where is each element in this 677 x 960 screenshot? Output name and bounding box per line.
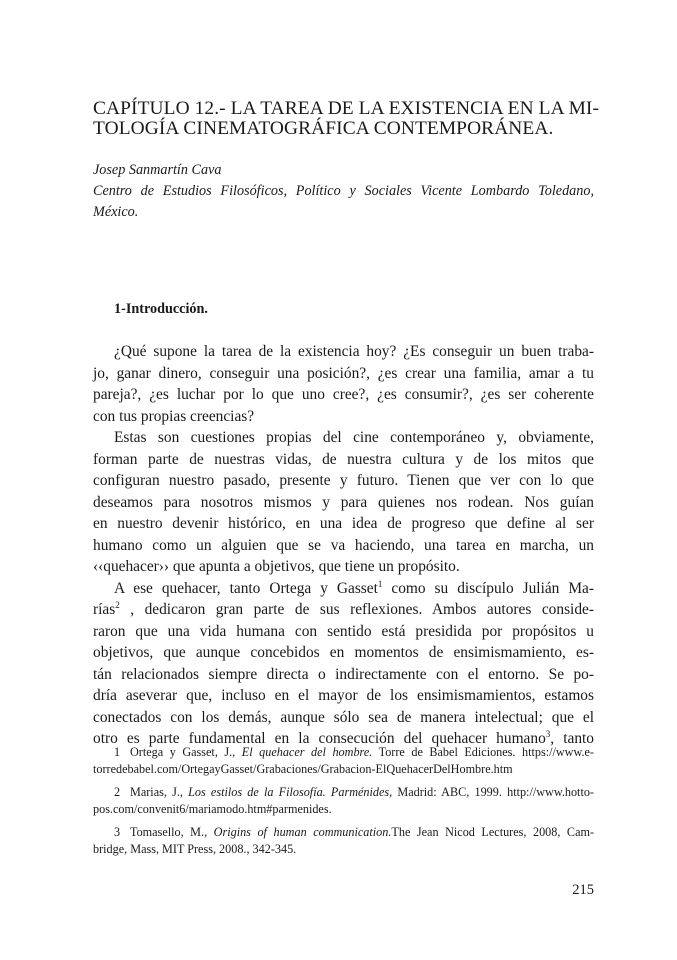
text-line: A ese quehacer, tanto Ortega y Gasset$^1$ como su discípulo Julián Ma- — [114, 578, 594, 597]
footnote-ref[interactable]: 1 — [377, 578, 383, 589]
footnote-number: 3 — [114, 825, 121, 839]
footnote-number: 2 — [114, 785, 121, 799]
chapter-title-line: TOLOGÍA CINEMATOGRÁFICA CONTEMPORÁNEA. — [93, 118, 554, 139]
footnote-ref[interactable]: 2 — [115, 599, 120, 610]
chapter-title-line: CAPÍTULO 12.- LA TAREA DE LA EXISTENCIA EN LA MI- — [93, 98, 600, 119]
text-line: humano como un alguien que se va haciendo, una tarea en marcha, un — [93, 536, 594, 554]
text-line: ¿Qué supone la tarea de la existencia hoy? ¿Es conseguir un buen traba- — [114, 343, 594, 360]
text-line: rías$^2$ , dedicaron gran parte de sus reflexiones. Ambos autores conside- — [93, 599, 594, 618]
text-line: conectados con los demás, aunque sólo sea de manera intelectual; que el — [93, 708, 594, 726]
footnote-number: 1 — [114, 745, 121, 759]
author-name: Josep Sanmartín Cava — [93, 162, 222, 178]
footnote — [93, 784, 594, 818]
text-line: en nuestro devenir histórico, en una idea de progreso que define al ser — [93, 515, 594, 532]
text-line: deseamos para nosotros mismos y para quienes nos rodean. Nos guían — [93, 493, 594, 511]
text-line: ‹‹quehacer›› que apunta a objetivos, que tiene un propósito. — [93, 558, 460, 575]
text-line: con tus propias creencias? — [93, 407, 255, 425]
text-line: jo, ganar dinero, conseguir una posición?, ¿es crear una familia, amar a tu — [93, 364, 594, 382]
footnote-line: bridge, Mass, MIT Press, 2008., 342-345. — [93, 842, 297, 856]
text-line: configuran nuestro pasado, presente y futuro. Tienen que ver con lo que — [93, 472, 594, 489]
author-affiliation-line: México. — [93, 204, 139, 220]
paragraph — [93, 341, 594, 427]
footnote-ref[interactable]: 3 — [545, 728, 551, 739]
footnote-line: 2 Marias, J., Los estilos de la Filosofía. Parménides, Madrid: ABC, 1999. http://www.hotto- — [114, 785, 594, 799]
footnote-link[interactable]: pos.com/convenit6/mariamodo.htm#parmenides. — [93, 802, 332, 816]
section-heading: 1-Introducción. — [114, 301, 208, 317]
footnote-line: 3 Tomasello, M., Origins of human communication.The Jean Nicod Lectures, 2008, Cam- — [114, 825, 595, 839]
footnote — [93, 744, 594, 778]
text-line: otro es parte fundamental en la consecución del quehacer humano$^3$, tanto — [93, 728, 594, 747]
body-text — [93, 341, 594, 750]
text-line: pareja?, ¿es luchar por lo que uno cree?, ¿es consumir?, ¿es ser coherente — [93, 386, 594, 403]
text-line: Estas son cuestiones propias del cine contemporáneo y, obviamente, — [114, 429, 594, 446]
footnotes — [93, 744, 594, 864]
text-line: objetivos, que aunque concebidos en momentos de ensimismamiento, es- — [93, 644, 594, 661]
chapter-title — [93, 98, 600, 139]
text-line: forman parte de nuestras vidas, de nuestra cultura y de los mitos que — [93, 450, 594, 468]
page-number: 215 — [572, 882, 594, 898]
author-affiliation-line: Centro de Estudios Filosóficos, Político y Sociales Vicente Lombardo Toledano, — [93, 183, 594, 199]
footnote-link[interactable]: torredebabel.com/OrtegayGasset/Grabaciones/Grabacion-ElQuehacerDelHombre.htm — [93, 762, 513, 776]
author-block — [93, 160, 594, 223]
paragraph — [93, 427, 594, 578]
footnote-line: 1 Ortega y Gasset, J., El quehacer del hombre. Torre de Babel Ediciones. https://www.e- — [114, 745, 594, 759]
paragraph — [93, 578, 594, 750]
text-line: raron que una vida humana con sentido está presidida por propósitos u — [93, 622, 594, 640]
text-line: tán relacionados siempre directa o indirectamente con el entorno. Se po- — [93, 665, 594, 683]
footnote — [93, 824, 594, 858]
text-line: dría aseverar que, incluso en el mayor de los ensimismamientos, estamos — [93, 687, 594, 704]
